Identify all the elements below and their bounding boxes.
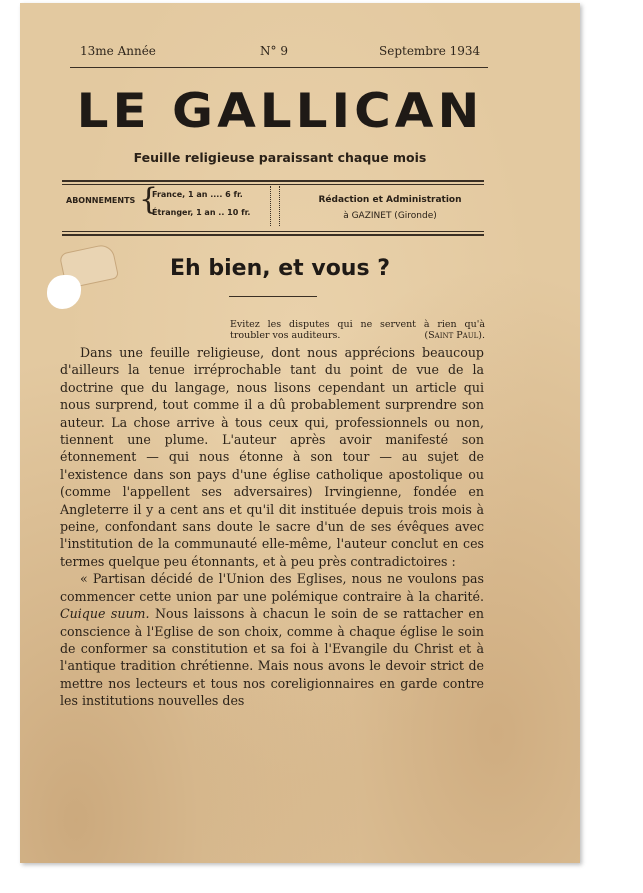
price-france: France, 1 an .... 6 fr. <box>152 190 243 199</box>
epigraph-text: Evitez les disputes qui ne servent à rien qu'à troubler vos auditeurs. <box>230 319 485 341</box>
article-headline: Eh bien, et vous ? <box>170 256 390 281</box>
year-label: 13me Année <box>80 44 156 58</box>
paragraph-2 <box>60 570 484 709</box>
info-bottom-rule-thin <box>62 231 484 232</box>
paragraph-1: Dans une feuille religieuse, dont nous apprécions beaucoup d'ailleurs la tenue irréprochable tant du point de vue de la doctrine que du langage, nous lisons cependant un article qui nous surprend, tout comme il a dû probablement surprendre son auteur. La chose arrive à tous ceux qui, professionnels ou non, tiennent une plume. L'auteur après avoir manifesté son étonnement — qui nous étonne à son tour — au sujet de l'existence dans son pays d'une église catholique apostolique ou (comme l'appellent ses adversaires) Irvingienne, fondée en Angleterre il y a cent ans et qu'il dit instituée depuis trois mois à peine, confondant sans doute le sacre d'un de ses évêques avec l'institution de la communauté elle-même, l'auteur conclut en ces termes quelque peu étonnants, et à peu près contradictoires : <box>60 345 484 569</box>
info-bottom-rule <box>62 234 484 236</box>
subscriptions-label: ABONNEMENTS <box>66 196 136 205</box>
info-top-rule <box>62 180 484 182</box>
price-foreign: Étranger, 1 an .. 10 fr. <box>152 208 251 217</box>
brace-glyph: { <box>139 182 159 217</box>
masthead-title: LE GALLICAN <box>76 83 484 139</box>
epigraph <box>230 319 485 341</box>
administration-title: Rédaction et Administration <box>318 195 462 205</box>
masthead-subtitle: Feuille religieuse paraissant chaque mois <box>133 150 427 165</box>
info-top-rule-thin <box>62 184 484 185</box>
article-body <box>60 344 484 710</box>
paragraph-2-italic: Cuique suum. <box>60 606 150 622</box>
administration-address: à GAZINET (Gironde) <box>343 211 437 221</box>
issue-number: N° 9 <box>260 44 288 58</box>
dotted-divider <box>270 186 280 226</box>
header-rule <box>70 67 488 68</box>
epigraph-source: (Saint Paul). <box>424 330 485 341</box>
headline-underline <box>229 296 317 297</box>
paragraph-2-end: Nous laissons à chacun le soin de se rattacher en conscience à l'Eglise de son choix, comme à chaque église le soin de conformer sa constitution et sa foi à l'Evangile du Christ et à l'antique tradition chrétienne. Mais nous avons le devoir strict de mettre nos lecteurs et tous nos coreligionnaires en garde contre les institutions nouvelles des <box>60 606 484 709</box>
paragraph-2-start: « Partisan décidé de l'Union des Eglises, nous ne voulons pas commencer cette union par une polémique contraire à la charité. <box>60 571 484 604</box>
issue-date: Septembre 1934 <box>379 44 481 58</box>
